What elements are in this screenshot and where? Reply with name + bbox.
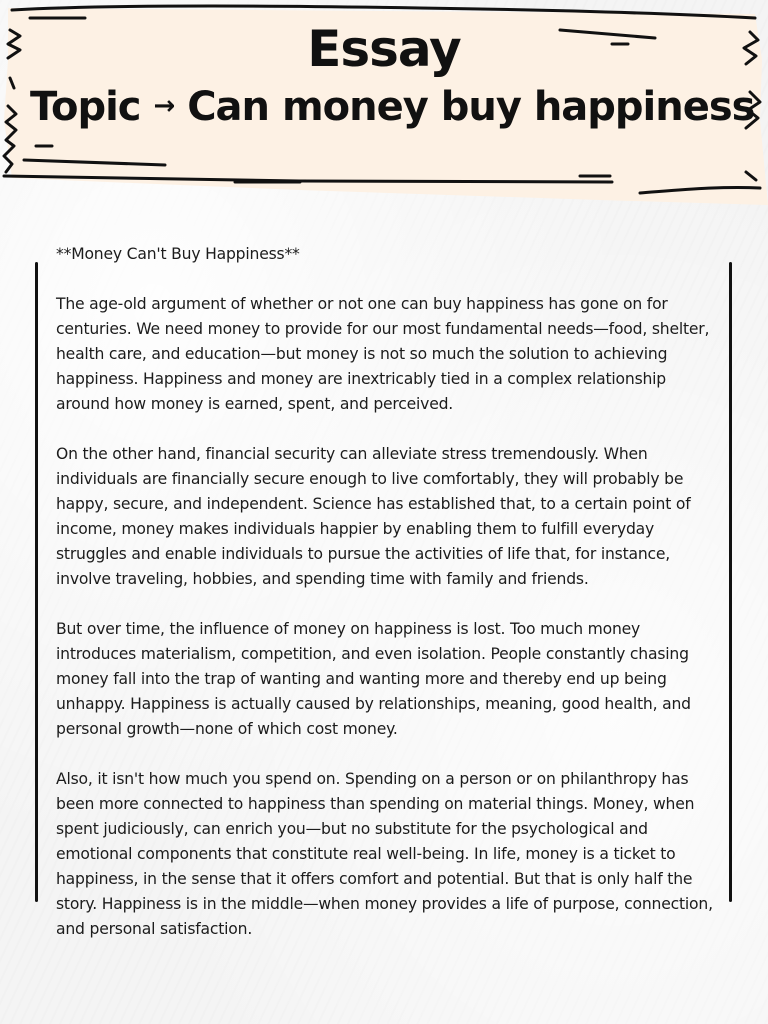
topic-line bbox=[30, 84, 754, 130]
essay-heading: **Money Can't Buy Happiness** bbox=[56, 245, 300, 263]
left-border-line bbox=[35, 262, 38, 902]
essay-paragraph: Also, it isn't how much you spend on. Spending on a person or on philanthropy has been more connected to happiness than spending on material things. Money, when spent judiciously, can enrich you—but no substitute for the psychological and emotional components that constitute real well-being. In life, money is a ticket to happiness, in the sense that it offers comfort and potential. But that is only half the story. Happiness is in the middle—when money provides a life of purpose, connection, and personal satisfaction. bbox=[56, 770, 713, 938]
essay-body bbox=[56, 242, 716, 967]
page-title: Essay bbox=[307, 20, 461, 78]
arrow-icon: → bbox=[153, 91, 175, 121]
essay-paragraph: On the other hand, financial security can alleviate stress tremendously. When individuals are financially secure enough to live comfortably, they will probably be happy, secure, and independent. Science has established that, to a certain point of income, money makes individuals happier by enabling them to fulfill everyday struggles and enable individuals to pursue the activities of life that, for instance, involve traveling, hobbies, and spending time with family and friends. bbox=[56, 445, 691, 588]
essay-paragraph: But over time, the influence of money on happiness is lost. Too much money introduces materialism, competition, and even isolation. People constantly chasing money fall into the trap of wanting and wanting more and thereby end up being unhappy. Happiness is actually caused by relationships, meaning, good health, and personal growth—none of which cost money. bbox=[56, 620, 691, 738]
essay-paragraph: The age-old argument of whether or not one can buy happiness has gone on for centuries. We need money to provide for our most fundamental needs—food, shelter, health care, and education—but money is not so much the solution to achieving happiness. Happiness and money are inextricably tied in a complex relationship around how money is earned, spent, and perceived. bbox=[56, 295, 710, 413]
topic-label: Topic bbox=[30, 84, 141, 130]
topic-text: Can money buy happiness bbox=[187, 84, 755, 130]
right-border-line bbox=[729, 262, 732, 902]
